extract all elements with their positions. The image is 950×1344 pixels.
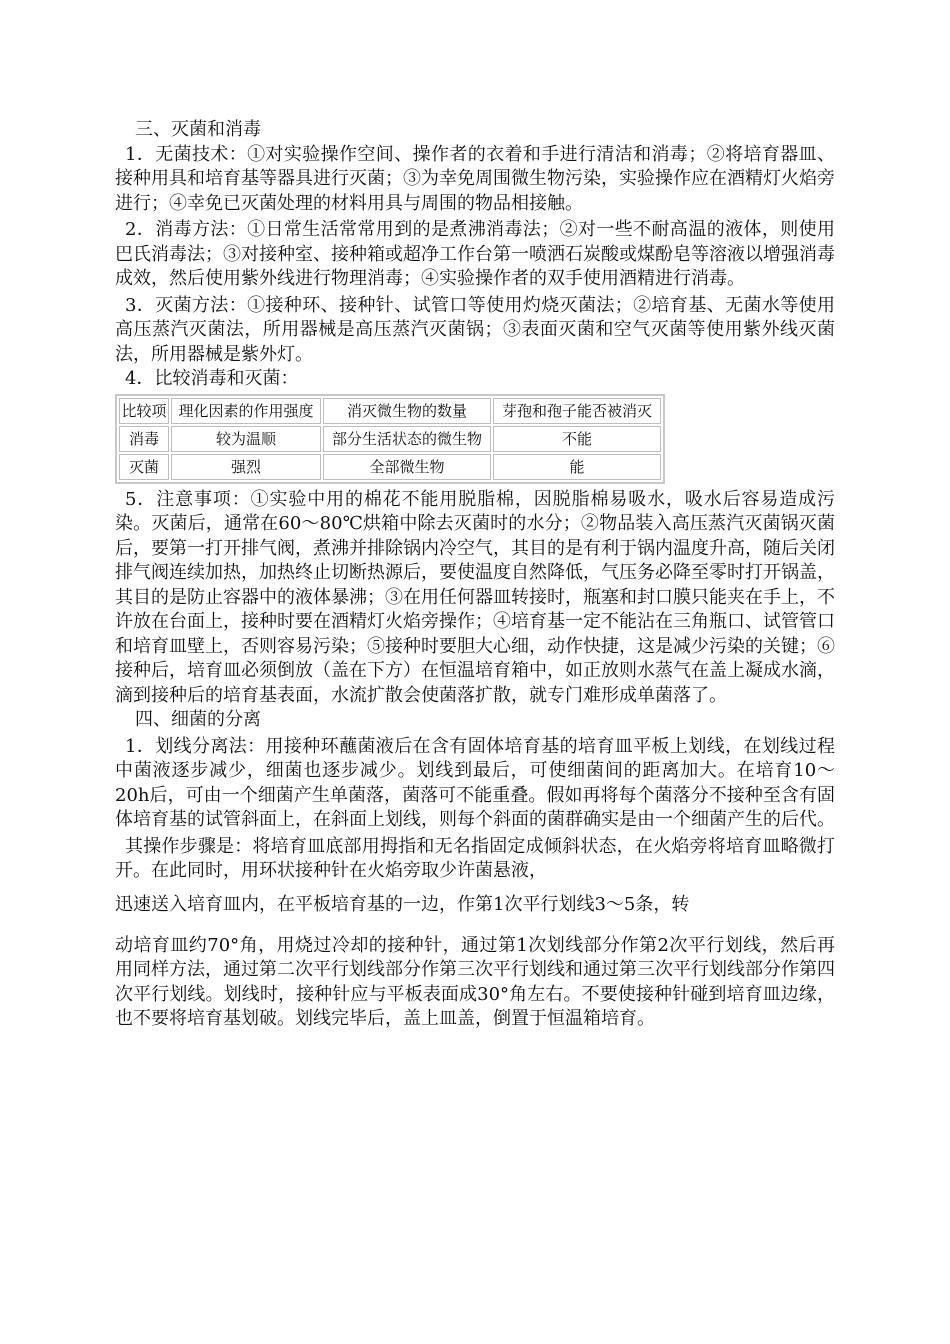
document-page bbox=[115, 118, 835, 1032]
table-cell: 全部微生物 bbox=[323, 454, 491, 480]
paragraph-aseptic-technique: 1．无菌技术：①对实验操作空间、操作者的衣着和手进行清洁和消毒；②将培育器皿、接种用具和培育基等器具进行灭菌；③为幸免周围微生物污染，实验操作应在酒精灯火焰旁进行；④幸免已灭菌处理的材料用具与周围的物品相接触。 bbox=[115, 143, 835, 214]
table-header-cell: 消灭微生物的数量 bbox=[323, 398, 491, 424]
table-cell: 能 bbox=[493, 454, 661, 480]
paragraph-streak-method: 1．划线分离法：用接种环蘸菌液后在含有固体培育基的培育皿平板上划线，在划线过程中菌液逐步减少，细菌也逐步减少。划线到最后，可使细菌间的距离加大。在培育10～20h后，可由一个细菌产生单菌落，菌落可不能重叠。假如再将每个菌落分不接种至含有固体培育基的试管斜面上，在斜面上划线，则每个斜面的菌群确实是由一个细菌产生的后代。 bbox=[115, 735, 835, 830]
paragraph-comparison-intro: 4．比较消毒和灭菌： bbox=[125, 368, 299, 389]
table-cell: 部分生活状态的微生物 bbox=[323, 426, 491, 452]
paragraph-precautions: 5．注意事项：①实验中用的棉花不能用脱脂棉，因脱脂棉易吸水，吸水后容易造成污染。灭菌后，通常在60～80℃烘箱中除去灭菌时的水分；②物品装入高压蒸汽灭菌锅灭菌后，要第一打开排气阀，煮沸并排除锅内冷空气，其目的是有利于锅内温度升高，随后关闭排气阀连续加热，加热终止切断热源后，要使温度自然降低，气压务必降至零时打开锅盖，其目的是防止容器中的液体暴沸；③在用任何器皿转接时，瓶塞和封口膜只能夹在手上，不许放在台面上，接种时要在酒精灯火焰旁操作；④培育基一定不能沾在三角瓶口、试管管口和培育皿壁上，否则容易污染；⑤接种时要胆大心细，动作快捷，这是减少污染的关键；⑥接种后，培育皿必须倒放（盖在下方）在恒温培育箱中，如正放则水蒸气在盖上凝成水滴，滴到接种后的培育基表面，水流扩散会使菌落扩散，就专门难形成单菌落了。 bbox=[115, 488, 835, 706]
paragraph-procedure-steps-line: 迅速送入培育皿内，在平板培育基的一边，作第1次平行划线3～5条，转 bbox=[115, 893, 690, 915]
table-cell: 较为温顺 bbox=[171, 426, 321, 452]
paragraph-disinfection-methods: 2．消毒方法：①日常生活常常用到的是煮沸消毒法；②对一些不耐高温的液体，则使用巴氏消毒法；③对接种室、接种箱或超净工作台第一喷洒石炭酸或煤酚皂等溶液以增强消毒成效，然后使用紫外线进行物理消毒；④实验操作者的双手使用酒精进行消毒。 bbox=[115, 219, 835, 289]
paragraph-procedure-steps-continued: 动培育皿约70°角，用烧过冷却的接种针，通过第1次划线部分作第2次平行划线，然后再用同样方法，通过第二次平行划线部分作第三次平行划线和通过第三次平行划线部分作第四次平行划线。划线时，接种针应与平板表面成30°角左右。不要使接种针碰到培育皿边缘，也不要将培育基划破。划线完毕后，盖上皿盖，倒置于恒温箱培育。 bbox=[115, 934, 835, 1029]
table-row bbox=[119, 454, 661, 480]
section-heading-bacteria-isolation: 四、细菌的分离 bbox=[135, 709, 261, 730]
paragraph-procedure-steps: 其操作步骤是：将培育皿底部用拇指和无名指固定成倾斜状态，在火焰旁将培育皿略微打开。在此同时，用环状接种针在火焰旁取少许菌悬液， bbox=[115, 835, 835, 881]
table-row bbox=[119, 426, 661, 452]
table-cell: 强烈 bbox=[171, 454, 321, 480]
paragraph-sterilization-methods: 3．灭菌方法：①接种环、接种针、试管口等使用灼烧灭菌法；②培育基、无菌水等使用高压蒸汽灭菌法，所用器械是高压蒸汽灭菌锅；③表面灭菌和空气灭菌等使用紫外线灭菌法，所用器械是紫外灯。 bbox=[115, 294, 835, 365]
table-cell: 灭菌 bbox=[119, 454, 169, 480]
comparison-table bbox=[115, 394, 665, 484]
section-heading-sterilization: 三、灭菌和消毒 bbox=[135, 119, 261, 140]
table-header-cell: 比较项 bbox=[119, 398, 169, 424]
table-cell: 不能 bbox=[493, 426, 661, 452]
table-header-cell: 理化因素的作用强度 bbox=[171, 398, 321, 424]
table-header-row bbox=[119, 398, 661, 424]
table-cell: 消毒 bbox=[119, 426, 169, 452]
table-header-cell: 芽孢和孢子能否被消灭 bbox=[493, 398, 661, 424]
